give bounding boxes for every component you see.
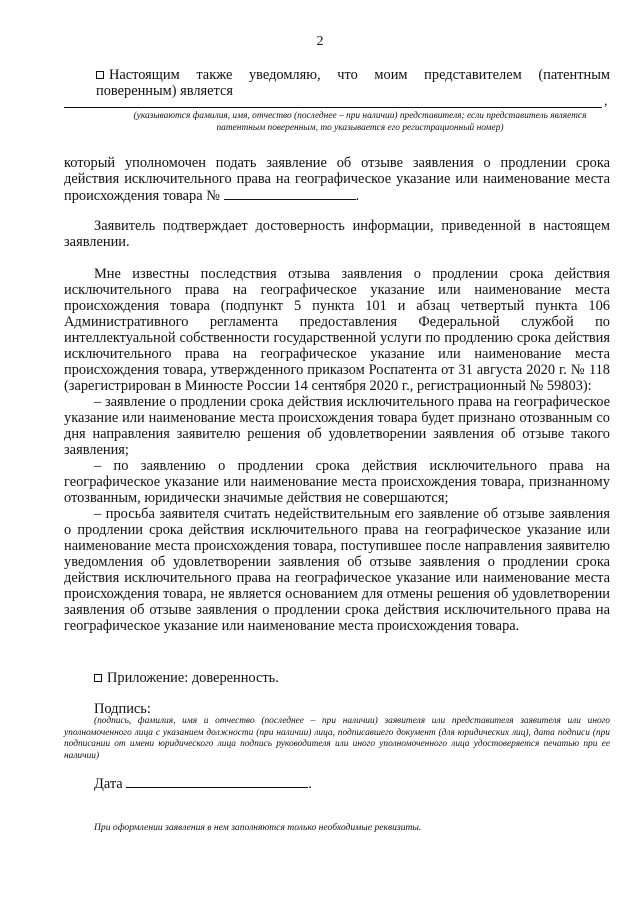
authorized-text: который уполномочен подать заявление об отзыве заявления о продлении срока действия исключительного права на географическое указание или наименование места происхождения товара № [64, 155, 610, 204]
checkbox-attachment[interactable] [94, 674, 102, 682]
application-number-field[interactable] [224, 187, 356, 200]
date-end: . [308, 776, 312, 792]
consequence-item-1: – заявление о продлении срока действия исключительного права на географическое указание или наименование места происхождения товара будет признано отозванным со дня направления заявителю решения об удовлетворении заявления об отзыве такого заявления; [64, 394, 610, 458]
consequences-intro: Мне известны последствия отзыва заявления о продлении срока действия исключительного права на географическое указание или наименование места происхождения товара (подпункт 5 пункта 101 и абзац четвертый пункта 106 Административного регламента предоставления Федеральной службой по интеллектуальной собственности государственной услуги по продлению срока действия исключительного права на географическое указание или наименование места происхождения товара, утвержденного приказом Роспатента от 31 августа 2020 г. № 118 (зарегистрирован в Минюсте России 14 сентября 2020 г., регистрационный № 59803): [64, 266, 610, 394]
signature-hint: (подпись, фамилия, имя и отчество (последнее – при наличии) заявителя или представителя заявителя или иного уполномоченного лица с указанием должности (при наличии) лица, подписавшего документ (для юридических лиц), дата подписи (при подписании от имени юридического лица подпись руководителя или иного уполномоченного лица удостоверяется печатью при ее наличии) [64, 716, 610, 761]
authorized-end: . [355, 188, 360, 204]
footnote: При оформлении заявления в нем заполняются только необходимые реквизиты. [94, 822, 422, 833]
date-field[interactable] [126, 775, 308, 788]
consequence-item-2: – по заявлению о продлении срока действия исключительного права на географическое указание или наименование места происхождения товара, признанному отозванным, юридически значимые действия не совершаются; [64, 458, 610, 506]
date-line [94, 775, 394, 792]
checkbox-representative[interactable] [96, 71, 104, 79]
representative-comma: , [604, 94, 608, 109]
signature-label: Подпись: [94, 701, 151, 717]
page-number: 2 [316, 34, 324, 49]
consequence-item-3: – просьба заявителя считать недействительным его заявление об отзыве заявления о продлении срока действия исключительного права на географическое указание или наименование места происхождения товара, поступившее после направления заявителю уведомления об удовлетворении заявления об отзыве заявления о продлении срока действия исключительного права на географическое указание или наименование места происхождения товара, не является основанием для отмены решения об удовлетворении заявления об отзыве заявления о продлении срока действия исключительного права на географическое указание или наименование места происхождения товара. [64, 506, 610, 634]
date-label: Дата [94, 776, 123, 792]
confirm-paragraph: Заявитель подтверждает достоверность информации, приведенной в настоящем заявлении. [64, 218, 610, 250]
representative-hint: (указываются фамилия, имя, отчество (последнее – при наличии) представителя; если представитель является патентным поверенным, то указывается его регистрационный номер) [133, 111, 587, 133]
attachment-line [94, 670, 610, 686]
authorized-paragraph [64, 155, 610, 204]
representative-paragraph [96, 67, 610, 99]
representative-fill-line[interactable] [64, 107, 602, 108]
representative-text: Настоящим также уведомляю, что моим представителем (патентным поверенным) является [96, 67, 610, 99]
attachment-text: Приложение: доверенность. [107, 670, 279, 686]
